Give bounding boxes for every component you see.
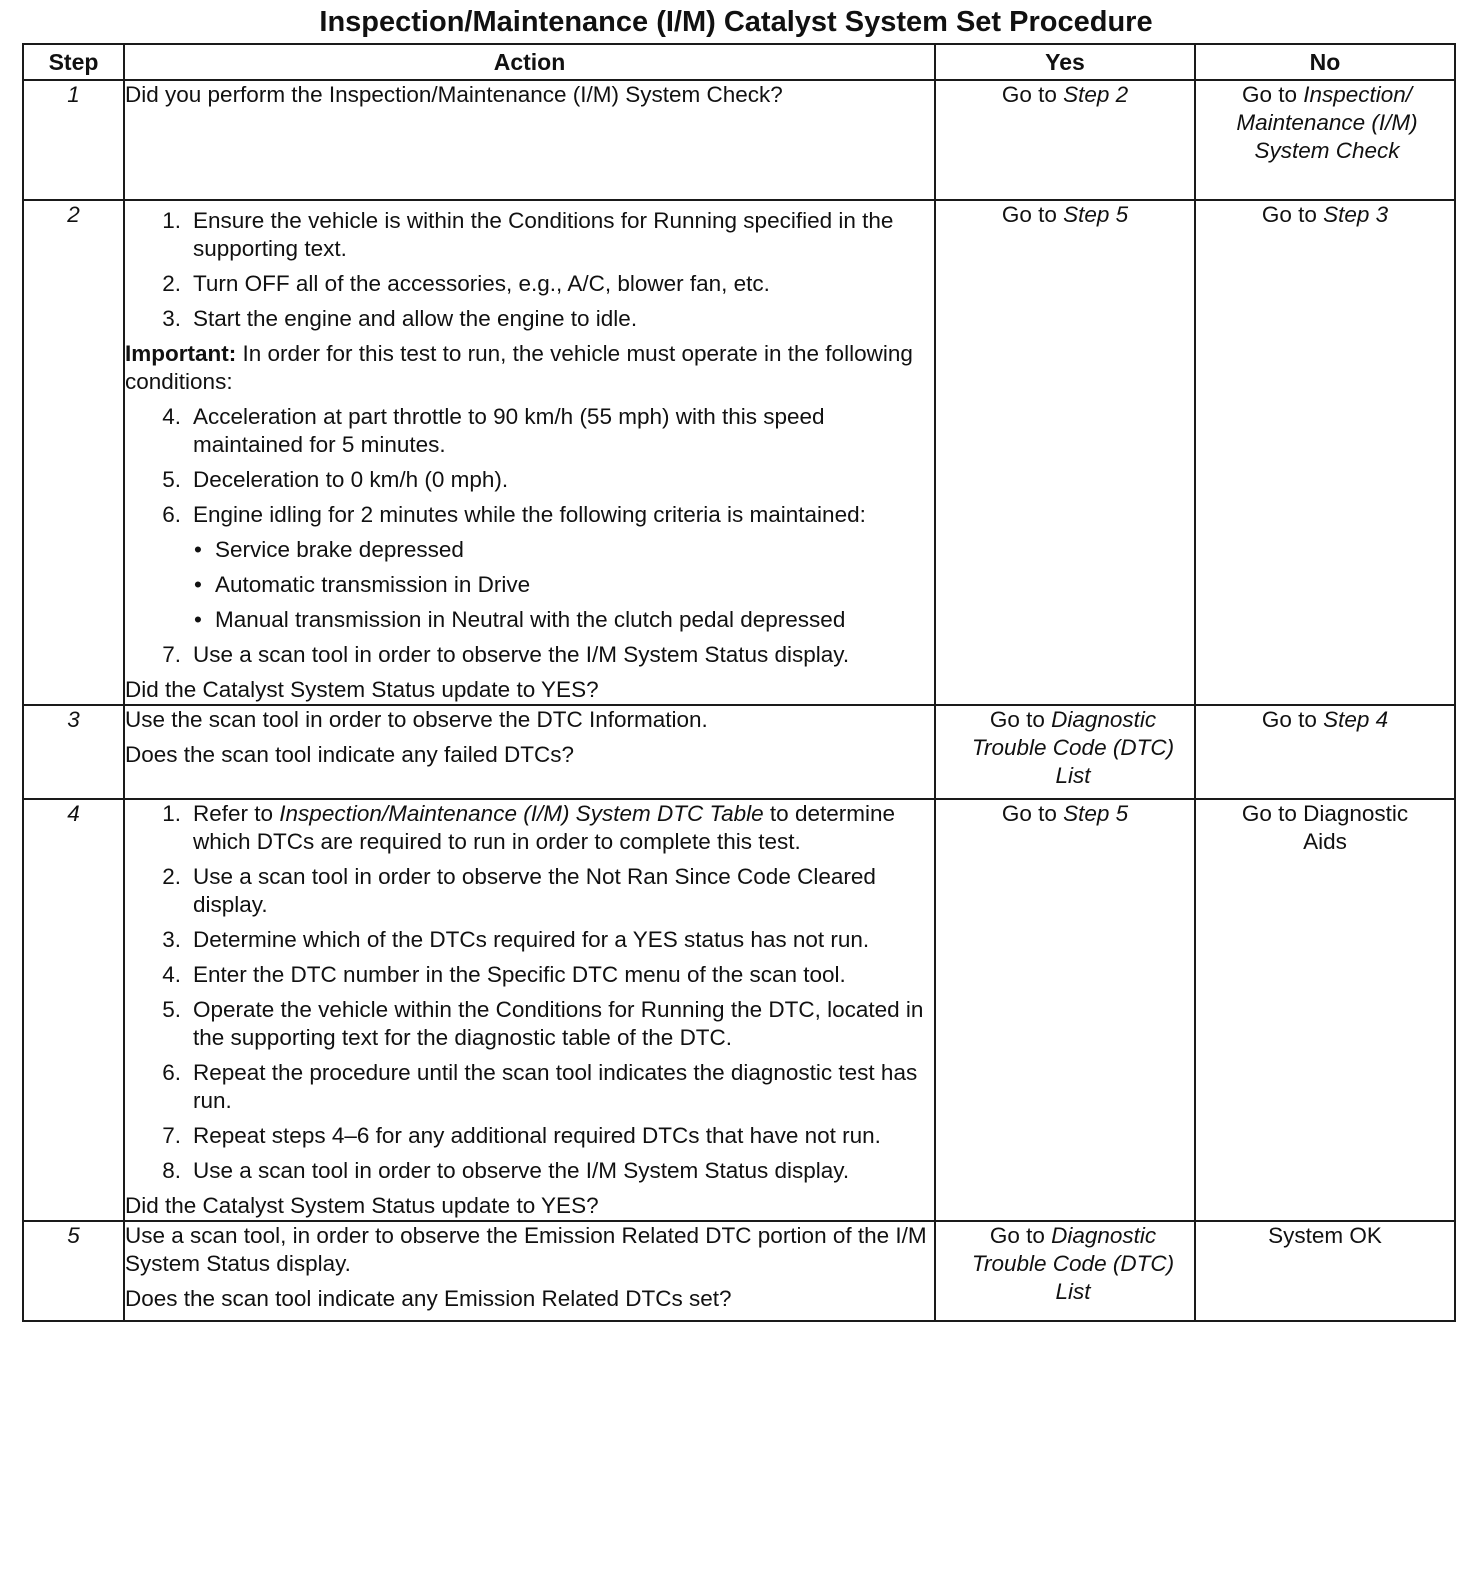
bullet-item: • Service brake depressed bbox=[194, 537, 464, 562]
step-number: 1 bbox=[23, 80, 124, 200]
bullet-item: • Automatic transmission in Drive bbox=[194, 572, 531, 597]
no-cell bbox=[1195, 80, 1455, 200]
action-cell bbox=[124, 200, 935, 705]
list-item: 2. Turn OFF all of the accessories, e.g., A/C, blower fan, etc. bbox=[162, 271, 770, 296]
yes-cell bbox=[935, 80, 1195, 200]
header-action: Action bbox=[124, 44, 935, 80]
yes-cell bbox=[935, 1221, 1195, 1321]
yes-link[interactable]: Diagnostic Trouble Code (DTC) List bbox=[971, 707, 1175, 788]
go-to-label: Go to bbox=[989, 707, 1045, 732]
important-note bbox=[125, 340, 934, 396]
yes-cell bbox=[935, 705, 1195, 799]
yes-link[interactable]: Step 5 bbox=[1063, 202, 1129, 227]
yes-cell bbox=[935, 200, 1195, 705]
step-number: 2 bbox=[23, 200, 124, 705]
procedure-table bbox=[22, 43, 1456, 1322]
no-link[interactable]: Go to Diagnostic Aids bbox=[1241, 801, 1409, 854]
header-no: No bbox=[1195, 44, 1455, 80]
list-item: 2. Use a scan tool in order to observe the Not Ran Since Code Cleared display. bbox=[162, 864, 876, 917]
list-item: 5. Deceleration to 0 km/h (0 mph). bbox=[162, 467, 509, 492]
yes-link[interactable]: Diagnostic Trouble Code (DTC) List bbox=[971, 1223, 1175, 1304]
no-cell bbox=[1195, 200, 1455, 705]
step-number: 5 bbox=[23, 1221, 124, 1321]
header-step: Step bbox=[23, 44, 124, 80]
list-item: 4. Enter the DTC number in the Specific DTC menu of the scan tool. bbox=[162, 962, 846, 987]
go-to-label: Go to bbox=[1001, 202, 1057, 227]
question-text: Did the Catalyst System Status update to YES? bbox=[125, 677, 599, 702]
action-cell bbox=[124, 80, 935, 200]
list-item: 8. Use a scan tool in order to observe the I/M System Status display. bbox=[162, 1158, 850, 1183]
no-cell bbox=[1195, 1221, 1455, 1321]
action-cell bbox=[124, 1221, 935, 1321]
table-row-step-5 bbox=[23, 1221, 1455, 1321]
action-cell bbox=[124, 705, 935, 799]
question-text: Does the scan tool indicate any Emission Related DTCs set? bbox=[125, 1286, 732, 1311]
go-to-label: Go to bbox=[1261, 707, 1317, 732]
question-text: Did the Catalyst System Status update to YES? bbox=[125, 1193, 599, 1218]
yes-cell bbox=[935, 799, 1195, 1221]
instruction-text: Use a scan tool, in order to observe the Emission Related DTC portion of the I/M System Status display. bbox=[125, 1223, 927, 1276]
go-to-label: Go to bbox=[1001, 82, 1057, 107]
important-text: In order for this test to run, the vehicle must operate in the following conditions: bbox=[125, 341, 913, 394]
page-title: Inspection/Maintenance (I/M) Catalyst System Set Procedure bbox=[319, 6, 1153, 38]
go-to-label: Go to bbox=[1261, 202, 1317, 227]
list-item: 5. Operate the vehicle within the Conditions for Running the DTC, located in the supporting text for the diagnostic table of the DTC. bbox=[162, 997, 924, 1050]
list-item: 1. Refer to Inspection/Maintenance (I/M) System DTC Table to determine which DTCs are required to run in order to complete this test. bbox=[162, 801, 895, 854]
header-yes: Yes bbox=[935, 44, 1195, 80]
result-text: System OK bbox=[1268, 1223, 1382, 1248]
list-item: 6. Repeat the procedure until the scan tool indicates the diagnostic test has run. bbox=[162, 1060, 918, 1113]
step-number: 4 bbox=[23, 799, 124, 1221]
list-item: 1. Ensure the vehicle is within the Conditions for Running specified in the supporting text. bbox=[162, 208, 894, 261]
go-to-label: Go to bbox=[1001, 801, 1057, 826]
dtc-table-link[interactable]: Inspection/Maintenance (I/M) System DTC Table bbox=[279, 801, 764, 826]
instruction-text: Use the scan tool in order to observe the DTC Information. bbox=[125, 707, 708, 732]
no-link[interactable]: Step 4 bbox=[1323, 707, 1389, 732]
step-number: 3 bbox=[23, 705, 124, 799]
no-cell bbox=[1195, 799, 1455, 1221]
list-item: 4. Acceleration at part throttle to 90 km/h (55 mph) with this speed maintained for 5 minutes. bbox=[162, 404, 825, 457]
question-text: Did you perform the Inspection/Maintenance (I/M) System Check? bbox=[125, 82, 783, 107]
question-text: Does the scan tool indicate any failed DTCs? bbox=[125, 742, 574, 767]
no-cell bbox=[1195, 705, 1455, 799]
table-row-step-3 bbox=[23, 705, 1455, 799]
header-row bbox=[23, 44, 1455, 80]
table-row-step-4 bbox=[23, 799, 1455, 1221]
action-cell bbox=[124, 799, 935, 1221]
table-row-step-1 bbox=[23, 80, 1455, 200]
yes-link[interactable]: Step 2 bbox=[1063, 82, 1129, 107]
bullet-item: • Manual transmission in Neutral with the clutch pedal depressed bbox=[194, 607, 846, 632]
list-item: 6. Engine idling for 2 minutes while the following criteria is maintained: bbox=[162, 502, 866, 527]
no-link[interactable]: Inspection/ Maintenance (I/M) System Check bbox=[1236, 82, 1418, 163]
list-item: 7. Repeat steps 4–6 for any additional required DTCs that have not run. bbox=[162, 1123, 881, 1148]
list-item: 3. Start the engine and allow the engine to idle. bbox=[162, 306, 638, 331]
go-to-label: Go to bbox=[1241, 82, 1297, 107]
no-link[interactable]: Step 3 bbox=[1323, 202, 1389, 227]
list-item: 7. Use a scan tool in order to observe the I/M System Status display. bbox=[162, 642, 850, 667]
list-item: 3. Determine which of the DTCs required for a YES status has not run. bbox=[162, 927, 870, 952]
go-to-label: Go to bbox=[989, 1223, 1045, 1248]
yes-link[interactable]: Step 5 bbox=[1063, 801, 1129, 826]
table-row-step-2 bbox=[23, 200, 1455, 705]
important-label: Important: bbox=[125, 341, 237, 366]
